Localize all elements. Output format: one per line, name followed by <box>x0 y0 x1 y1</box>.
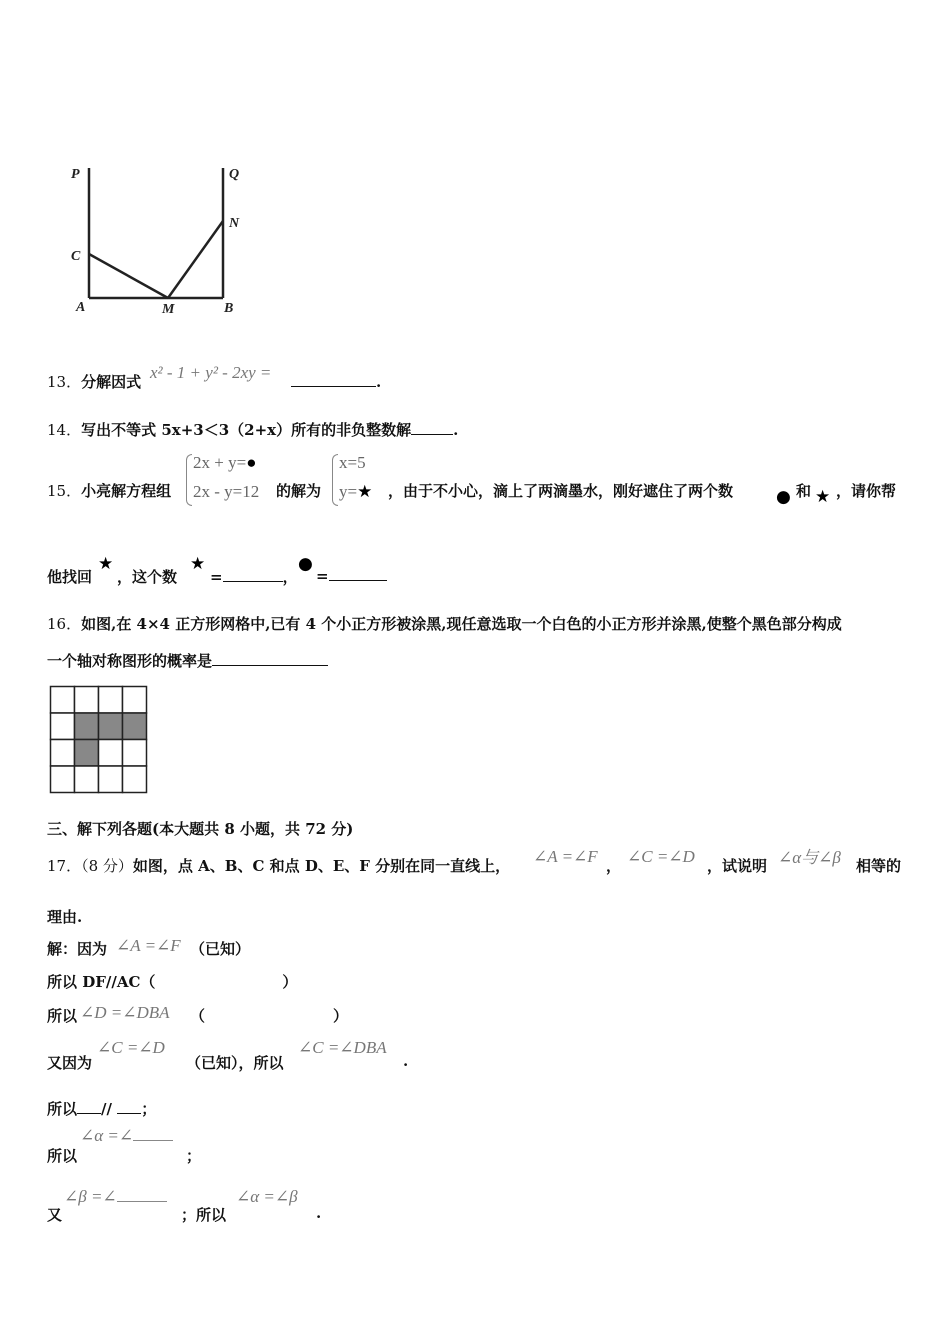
q14-period: . <box>453 421 459 439</box>
q15-sol2 <box>339 482 372 502</box>
step-7-period: . <box>316 1204 322 1222</box>
step-2-close: ） <box>282 973 298 991</box>
step-7-label: 又 <box>47 1206 63 1224</box>
line-cm <box>89 254 168 298</box>
q15-and: 和 <box>796 482 812 500</box>
step-7-blank[interactable] <box>117 1187 167 1202</box>
step-3-label: 所以 <box>47 1007 78 1025</box>
grid-cell <box>51 713 75 740</box>
q15-tail: ，请你帮 <box>836 482 897 500</box>
grid-cell <box>51 740 75 767</box>
step-5-semicolon: ； <box>141 1100 157 1118</box>
grid-cell <box>99 687 123 714</box>
label-b: B <box>224 301 234 316</box>
step-3-open: （ <box>190 1007 206 1025</box>
q17-cond1: ∠A =∠F <box>533 847 598 866</box>
q16-text2: 一个轴对称图形的概率是 <box>47 652 213 670</box>
step-6-formula-text: ∠α =∠ <box>80 1126 134 1145</box>
geometry-figure <box>60 150 260 330</box>
q17-text3: 相等的 <box>856 857 902 875</box>
label-m: M <box>162 302 175 317</box>
q14-answer-blank[interactable] <box>411 420 453 435</box>
section-3-heading: 三、解下列各题(本大题共 8 小题，共 72 分) <box>47 820 354 838</box>
step-4-label: 又因为 <box>47 1054 93 1072</box>
q15-star-answer[interactable] <box>210 566 298 587</box>
question-16-line2 <box>47 650 328 671</box>
step-5-label: 所以 <box>47 1100 78 1118</box>
q17-text2: ，试说明 <box>707 857 768 875</box>
grid-cell <box>123 766 147 793</box>
label-q: Q <box>229 167 240 182</box>
q17-target: ∠α与∠β <box>778 848 841 867</box>
step-5-parallel: // <box>101 1100 112 1118</box>
label-p: P <box>71 167 80 182</box>
label-n: N <box>229 216 240 231</box>
q15-solution-brace <box>332 454 338 506</box>
step-3-close: ） <box>333 1007 349 1025</box>
step-2 <box>47 971 297 992</box>
step-5 <box>47 1098 156 1119</box>
grid-cell <box>123 740 147 767</box>
step-2-text: 所以 DF//AC（ <box>47 973 156 991</box>
grid-cell <box>99 766 123 793</box>
grid-cell <box>75 687 99 714</box>
q15-line2-b: ，这个数 <box>117 568 178 586</box>
step-3-reason <box>190 1005 348 1026</box>
question-13 <box>47 371 141 392</box>
step-3-formula: ∠D =∠DBA <box>80 1003 170 1022</box>
q15-eq-sign-1: = <box>210 568 223 586</box>
q15-circle-answer[interactable] <box>316 566 387 585</box>
step-4-formula2: ∠C =∠DBA <box>298 1038 387 1057</box>
q15-sol1: x=5 <box>339 453 366 472</box>
star-ink-icon: ★ <box>357 482 373 501</box>
grid-cell-shaded <box>123 713 147 740</box>
step-6-blank[interactable] <box>133 1126 173 1141</box>
q13-answer-blank[interactable] <box>291 372 381 391</box>
step-1-formula: ∠A =∠F <box>116 936 181 955</box>
q15-prefix: 小亮解方程组 <box>81 482 172 500</box>
star-icon: ★ <box>815 487 831 507</box>
label-c: C <box>71 249 81 264</box>
q15-eq2: 2x - y=12 <box>193 482 260 501</box>
grid-cell <box>51 687 75 714</box>
square-grid-figure <box>49 685 149 795</box>
step-7-text: ；所以 <box>181 1206 227 1224</box>
line-mn <box>168 221 223 298</box>
q15-eq1-text: 2x + y= <box>193 453 247 472</box>
q15-line2-a: 他找回 <box>47 568 93 586</box>
q17-score: （8 分） <box>81 857 133 875</box>
step-4-formula1: ∠C =∠D <box>97 1038 165 1057</box>
grid-cell <box>123 687 147 714</box>
q13-expression: x² - 1 + y² - 2xy = <box>150 363 272 382</box>
star-icon-2: ★ <box>98 554 114 574</box>
step-4-period: . <box>403 1052 409 1070</box>
q14-text: 写出不等式 5x+3＜3（2+x）所有的非负整数解 <box>81 421 412 439</box>
step-5-blank-1[interactable] <box>77 1099 101 1114</box>
q13-prefix: 分解因式 <box>81 373 142 391</box>
circle-icon-2: ● <box>298 554 313 574</box>
step-5-blank-2[interactable] <box>117 1099 141 1114</box>
q17-comma: ， <box>606 857 622 875</box>
circle-icon: ● <box>776 487 791 507</box>
q16-text1: 如图,在 4×4 正方形网格中,已有 4 个小正方形被涂黑,现任意选取一个白色的小正方形并涂黑,使整个黑色部分构成 <box>81 615 842 633</box>
q15-comma: ， <box>282 568 298 586</box>
question-14 <box>47 419 458 440</box>
q17-line2: 理由. <box>47 908 83 926</box>
q13-period: . <box>376 373 382 391</box>
step-7-formula1 <box>64 1187 167 1207</box>
step-7-formula-text: ∠β =∠ <box>64 1187 117 1206</box>
step-7-formula2: ∠α =∠β <box>236 1187 298 1206</box>
step-6-formula <box>80 1126 173 1146</box>
q15-eq1 <box>193 453 256 473</box>
circle-ink-icon: ● <box>246 453 257 472</box>
label-a: A <box>76 300 86 315</box>
q15-system-brace <box>186 454 192 506</box>
star-icon-3: ★ <box>190 554 206 574</box>
q17-text1: 如图，点 A、B、C 和点 D、E、F 分别在同一直线上， <box>132 857 511 875</box>
q16-answer-blank[interactable] <box>212 651 328 666</box>
grid-cell <box>51 766 75 793</box>
q15-eq-sign-2: = <box>316 567 329 585</box>
q13-number: 13． <box>47 373 82 391</box>
step-4-reason: （已知），所以 <box>186 1054 284 1072</box>
q15-mid-text: 的解为 <box>276 482 322 500</box>
grid-cell <box>75 766 99 793</box>
grid-cell-shaded <box>75 740 99 767</box>
q14-number: 14． <box>47 421 82 439</box>
question-16-line1 <box>47 613 842 634</box>
q15-number: 15． <box>47 482 82 500</box>
q15-after-text: ，由于不小心，滴上了两滴墨水，刚好遮住了两个数 <box>388 482 734 500</box>
step-1-reason: （已知） <box>190 940 251 958</box>
grid-cell-shaded <box>99 713 123 740</box>
step-6-label: 所以 <box>47 1147 78 1165</box>
q17-cond2: ∠C =∠D <box>627 847 695 866</box>
step-6-semicolon: ； <box>186 1147 202 1165</box>
grid-cell-shaded <box>75 713 99 740</box>
question-17-line1 <box>47 855 510 876</box>
step-1-label: 解：因为 <box>47 940 108 958</box>
q15-line1-start <box>47 480 171 501</box>
q17-number: 17． <box>47 857 82 875</box>
q15-sol2-text: y= <box>339 482 358 501</box>
grid-cell <box>99 740 123 767</box>
q16-number: 16． <box>47 615 82 633</box>
